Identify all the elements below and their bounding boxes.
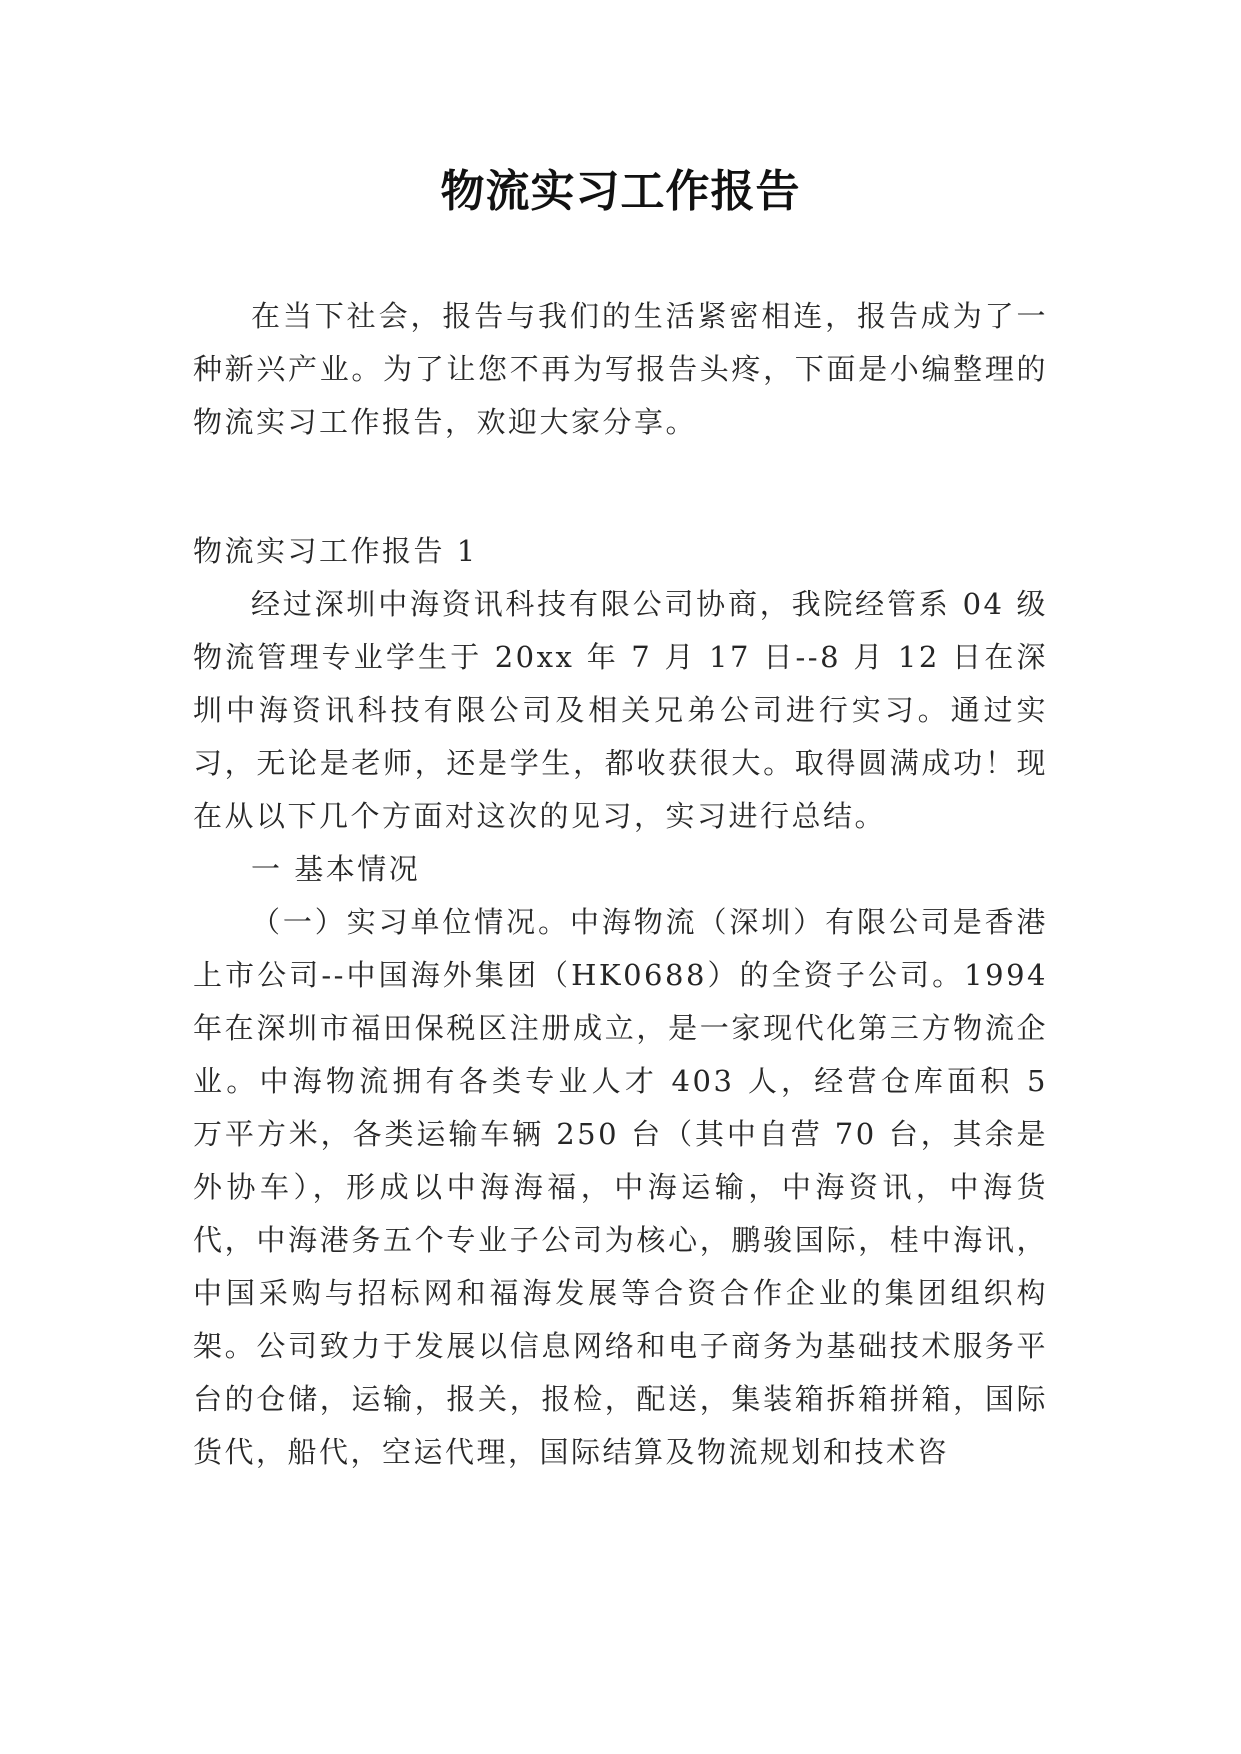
section-heading: 物流实习工作报告 1 (193, 534, 478, 568)
intro-block (193, 290, 1048, 449)
body-paragraph-1: 经过深圳中海资讯科技有限公司协商，我院经管系 04 级物流管理专业学生于 20xx 年 7 月 17 日--8 月 12 日在深圳中海资讯科技有限公司及相关兄弟公司进行实习。通过实习，无论是老师，还是学生，都收获很大。取得圆满成功！现在从以下几个方面对这次的见习，实习进行总结。 (193, 587, 1048, 833)
intro-paragraph: 在当下社会，报告与我们的生活紧密相连，报告成为了一种新兴产业。为了让您不再为写报告头疼，下面是小编整理的物流实习工作报告，欢迎大家分享。 (193, 299, 1048, 439)
document-title: 物流实习工作报告 (440, 166, 801, 217)
subheading-basic-situation: 一 基本情况 (251, 852, 421, 886)
report-section (193, 525, 1048, 1479)
body-paragraph-2: （一）实习单位情况。中海物流（深圳）有限公司是香港上市公司--中国海外集团（HK0688）的全资子公司。1994 年在深圳市福田保税区注册成立，是一家现代化第三方物流企业。中海物流拥有各类专业人才 403 人，经营仓库面积 5 万平方米，各类运输车辆 250 台（其中自营 70 台，其余是外协车），形成以中海海福，中海运输，中海资讯，中海货代，中海港务五个专业子公司为核心，鹏骏国际，桂中海讯，中国采购与招标网和福海发展等合资合作企业的集团组织构架。公司致力于发展以信息网络和电子商务为基础技术服务平台的仓储，运输，报关，报检，配送，集装箱拆箱拼箱，国际货代，船代，空运代理，国际结算及物流规划和技术咨 (193, 905, 1048, 1469)
